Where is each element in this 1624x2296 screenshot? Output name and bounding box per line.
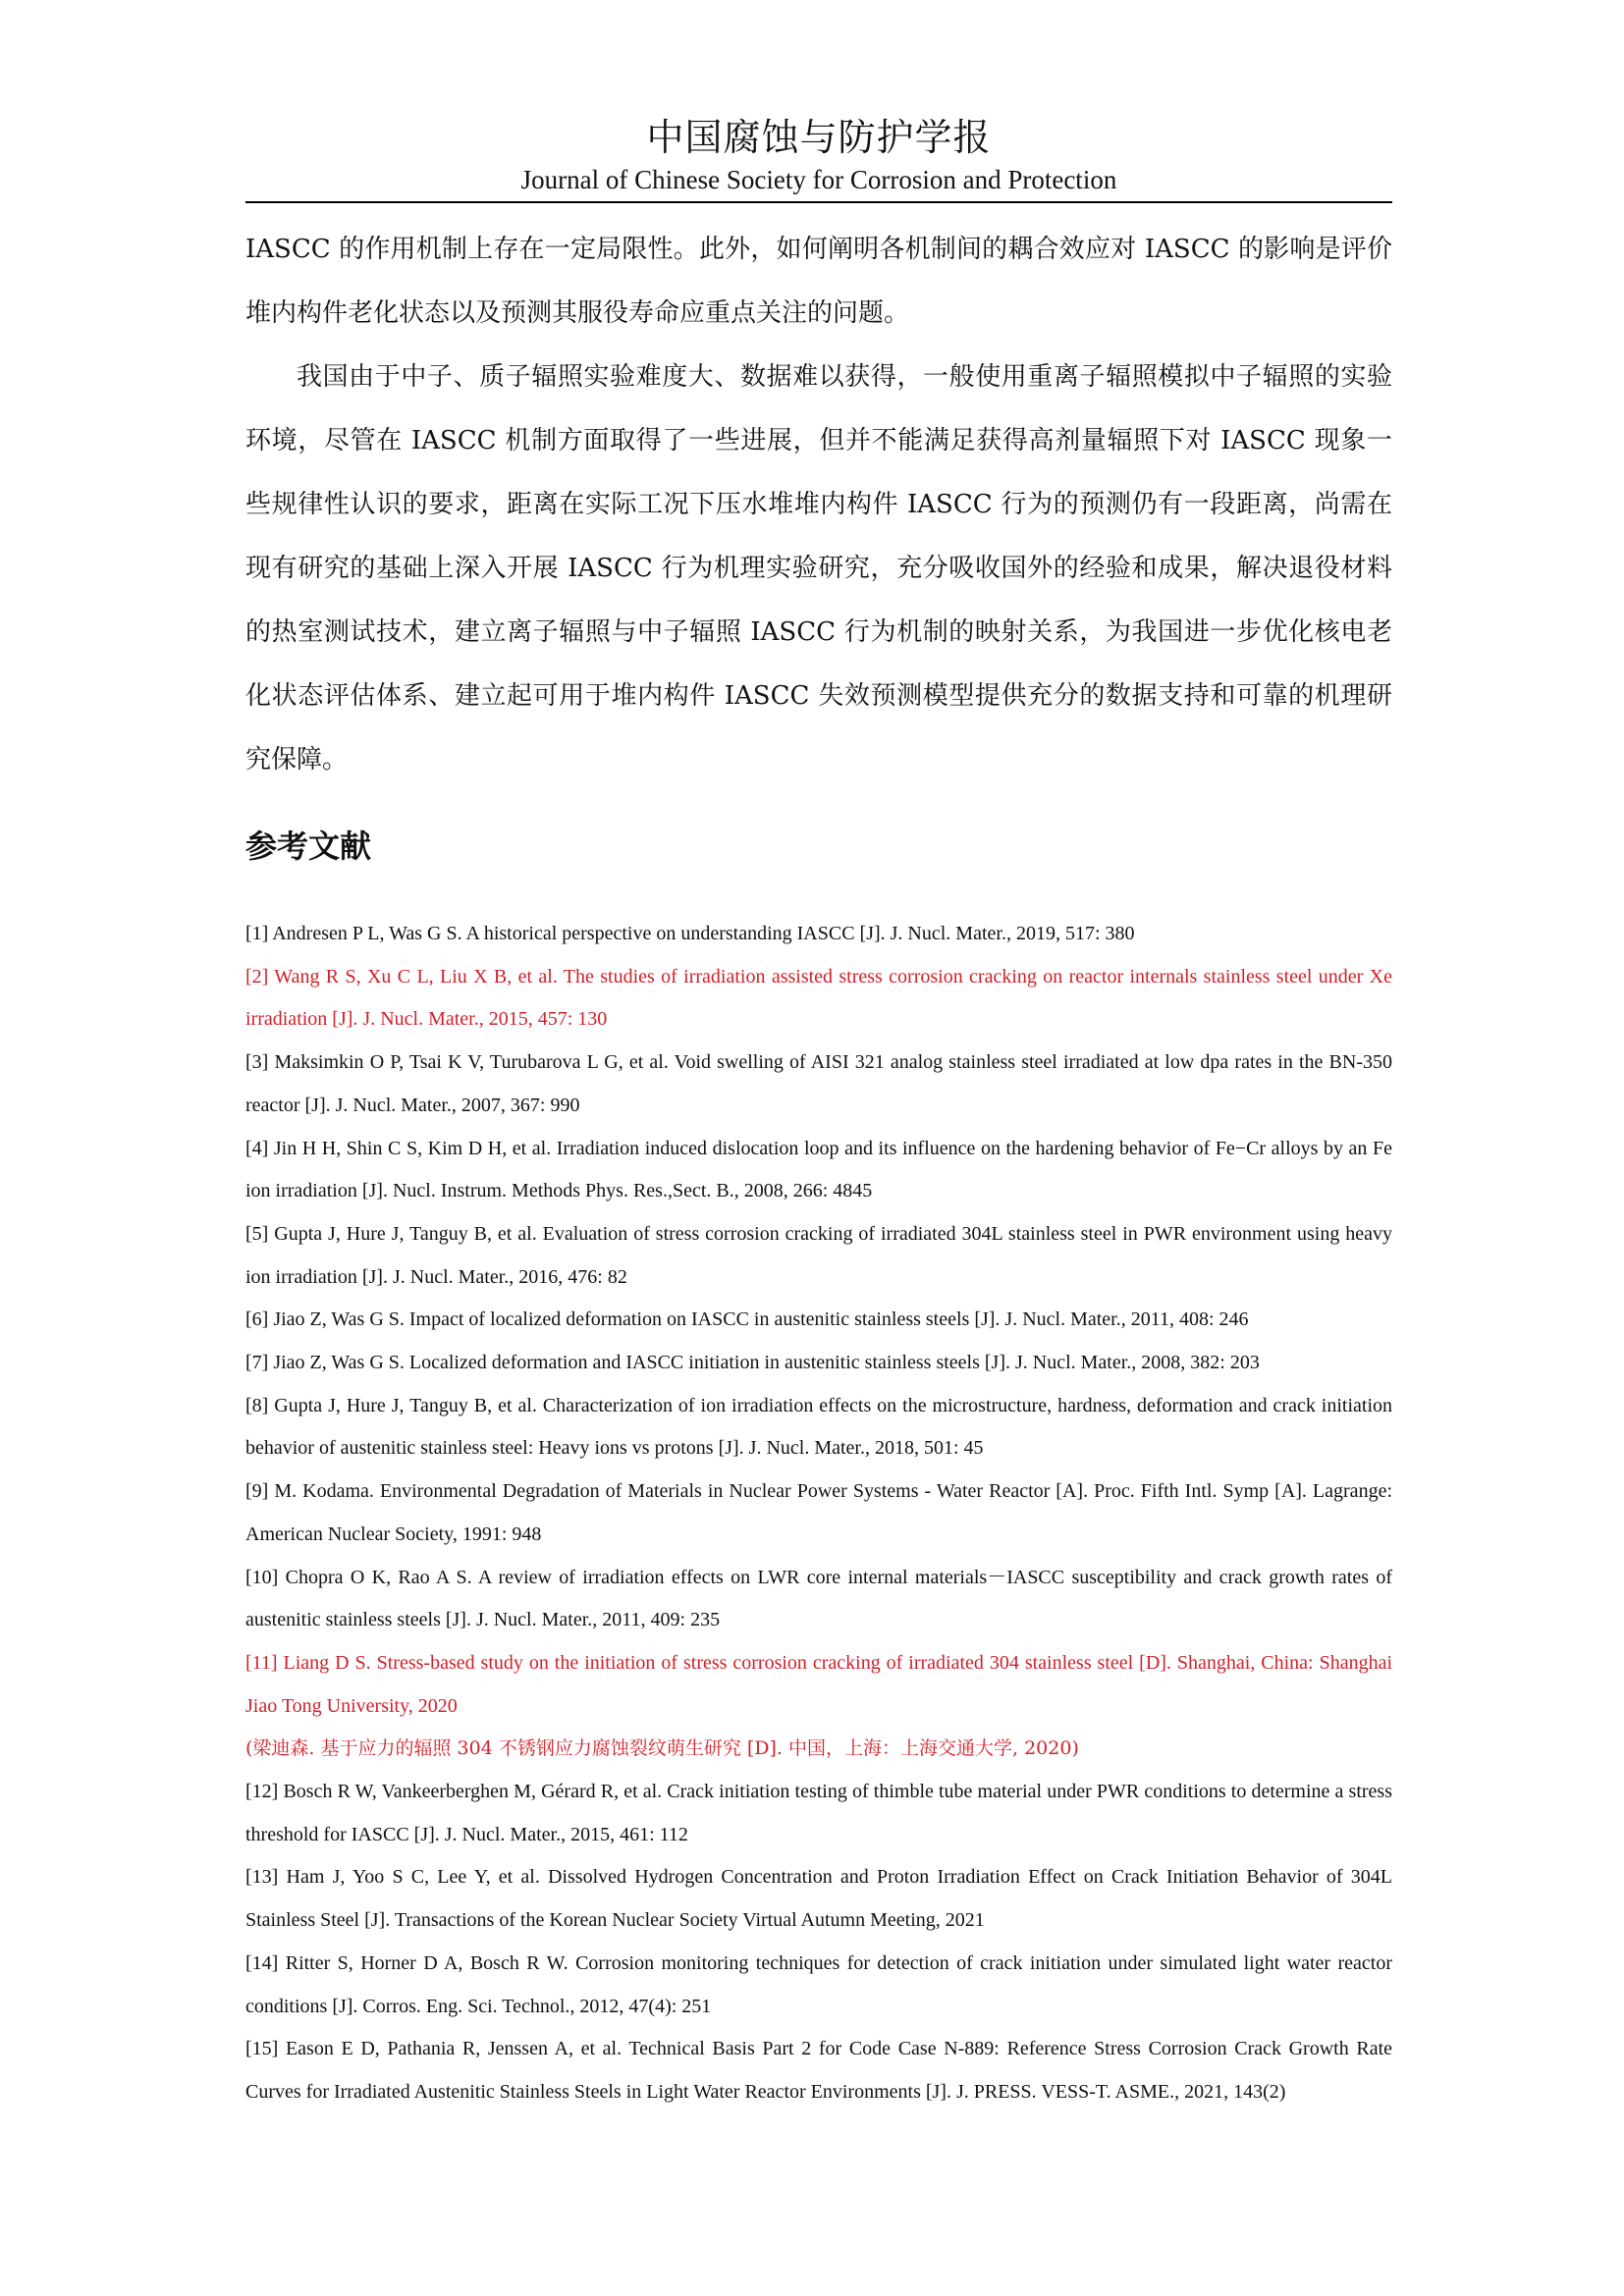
references-heading: 参考文献	[245, 828, 372, 865]
reference-item: [12] Bosch R W, Vankeerberghen M, Gérard R, et al. Crack initiation testing of thimble tube material under PWR conditions to determine a stress threshold for IASCC [J]. J. Nucl. Mater., 2015, 461: 112	[245, 1781, 1392, 1845]
reference-item: [6] Jiao Z, Was G S. Impact of localized deformation on IASCC in austenitic stainless steels [J]. J. Nucl. Mater., 2011, 408: 246	[245, 1308, 1249, 1331]
body-text	[245, 218, 1392, 792]
reference-item: [14] Ritter S, Horner D A, Bosch R W. Corrosion monitoring techniques for detection of crack initiation under simulated light water reactor conditions [J]. Corros. Eng. Sci. Technol., 2012, 47(4): 251	[245, 1951, 1392, 2017]
reference-item: [9] M. Kodama. Environmental Degradation of Materials in Nuclear Power Systems - Water Reactor [A]. Proc. Fifth Intl. Symp [A]. Lagrange: American Nuclear Society, 1991: 948	[245, 1480, 1392, 1545]
reference-item: [10] Chopra O K, Rao A S. A review of irradiation effects on LWR core internal materials－IASCC susceptibility and crack growth rates of austenitic stainless steels [J]. J. Nucl. Mater., 2011, 409: 235	[245, 1566, 1392, 1631]
header-rule	[245, 201, 1392, 203]
reference-item: [1] Andresen P L, Was G S. A historical perspective on understanding IASCC [J]. J. Nucl. Mater., 2019, 517: 380	[245, 923, 1135, 944]
journal-title-cn: 中国腐蚀与防护学报	[646, 116, 992, 159]
reference-item-highlighted: [11] Liang D S. Stress-based study on the initiation of stress corrosion cracking of irradiated 304 stainless steel [D]. Shanghai, China: Shanghai Jiao Tong University, 2020	[245, 1651, 1392, 1717]
reference-item: [13] Ham J, Yoo S C, Lee Y, et al. Dissolved Hydrogen Concentration and Proton Irradiation Effect on Crack Initiation Behavior of 304L Stainless Steel [J]. Transactions of the Korean Nuclear Society Virtual Autumn Meeting, 2021	[245, 1866, 1392, 1932]
reference-item-highlighted: [2] Wang R S, Xu C L, Liu X B, et al. The studies of irradiation assisted stress corrosion cracking on reactor internals stainless steel under Xe irradiation [J]. J. Nucl. Mater., 2015, 457: 130	[245, 965, 1392, 1031]
reference-list	[245, 913, 1392, 2114]
reference-item-chinese-translation: (梁迪森. 基于应力的辐照 304 不锈钢应力腐蚀裂纹萌生研究 [D]. 中国，上海：上海交通大学, 2020)	[245, 1737, 1079, 1760]
journal-title-en: Journal of Chinese Society for Corrosion and Protection	[520, 165, 1117, 194]
reference-item: [5] Gupta J, Hure J, Tanguy B, et al. Evaluation of stress corrosion cracking of irradiated 304L stainless steel in PWR environment using heavy ion irradiation [J]. J. Nucl. Mater., 2016, 476: 82	[245, 1222, 1392, 1288]
reference-item: [4] Jin H H, Shin C S, Kim D H, et al. Irradiation induced dislocation loop and its influence on the hardening behavior of Fe−Cr alloys by an Fe ion irradiation [J]. Nucl. Instrum. Methods Phys. Res.,Sect. B., 2008, 266: 4845	[245, 1137, 1392, 1202]
paragraph-continuation: IASCC 的作用机制上存在一定局限性。此外，如何阐明各机制间的耦合效应对 IASCC 的影响是评价堆内构件老化状态以及预测其服役寿命应重点关注的问题。	[245, 235, 1392, 328]
reference-item: [7] Jiao Z, Was G S. Localized deformation and IASCC initiation in austenitic stainless steels [J]. J. Nucl. Mater., 2008, 382: 203	[245, 1352, 1260, 1374]
reference-item: [15] Eason E D, Pathania R, Jenssen A, et al. Technical Basis Part 2 for Code Case N-889: Reference Stress Corrosion Crack Growth Rate Curves for Irradiated Austenitic Stainless Steels in Light Water Reactor Environments [J]. J. PRESS. VESS-T. ASME., 2021, 143(2)	[245, 2038, 1392, 2103]
reference-item: [8] Gupta J, Hure J, Tanguy B, et al. Characterization of ion irradiation effects on the microstructure, hardness, deformation and crack initiation behavior of austenitic stainless steel: Heavy ions vs protons [J]. J. Nucl. Mater., 2018, 501: 45	[245, 1394, 1392, 1460]
reference-item: [3] Maksimkin O P, Tsai K V, Turubarova L G, et al. Void swelling of AISI 321 analog stainless steel irradiated at low dpa rates in the BN-350 reactor [J]. J. Nucl. Mater., 2007, 367: 990	[245, 1051, 1392, 1116]
paragraph-conclusion: 我国由于中子、质子辐照实验难度大、数据难以获得，一般使用重离子辐照模拟中子辐照的实验环境，尽管在 IASCC 机制方面取得了一些进展，但并不能满足获得高剂量辐照下对 IASCC 现象一些规律性认识的要求，距离在实际工况下压水堆堆内构件 IASCC 行为的预测仍有一段距离，尚需在现有研究的基础上深入开展 IASCC 行为机理实验研究，充分吸收国外的经验和成果，解决退役材料的热室测试技术，建立离子辐照与中子辐照 IASCC 行为机制的映射关系，为我国进一步优化核电老化状态评估体系、建立起可用于堆内构件 IASCC 失效预测模型提供充分的数据支持和可靠的机理研究保障。	[245, 362, 1392, 774]
journal-header	[245, 114, 1392, 196]
